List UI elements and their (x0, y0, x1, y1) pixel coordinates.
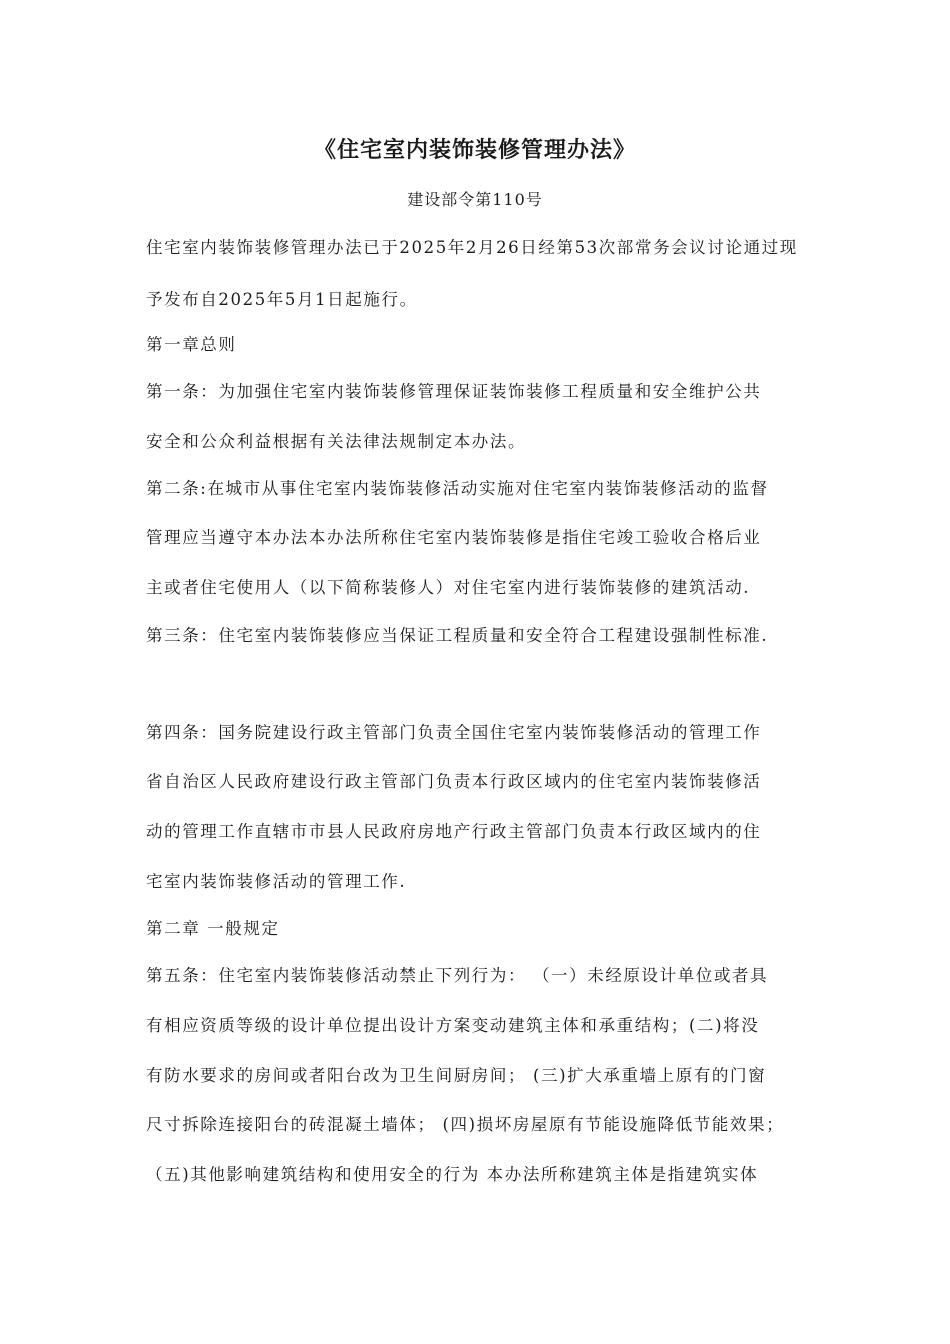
document-subtitle: 建设部令第110号 (407, 190, 543, 209)
text-line: 宅室内装饰装修活动的管理工作. (146, 872, 407, 891)
text-line: 第四条：国务院建设行政主管部门负责全国住宅室内装饰装修活动的管理工作 (146, 723, 762, 742)
text-line: 有防水要求的房间或者阳台改为卫生间厨房间； (三)扩大承重墙上原有的门窗 (146, 1066, 767, 1085)
text-line: 尺寸拆除连接阳台的砖混凝土墙体； (四)损坏房屋原有节能设施降低节能效果； (146, 1115, 785, 1134)
text-line: 安全和公众利益根据有关法律法规制定本办法。 (146, 432, 527, 451)
text-line: 省自治区人民政府建设行政主管部门负责本行政区域内的住宅室内装饰装修活 (146, 772, 762, 791)
text-line: 有相应资质等级的设计单位提出设计方案变动建筑主体和承重结构；(二)将没 (146, 1016, 760, 1035)
text-line: 第二条:在城市从事住宅室内装饰装修活动实施对住宅室内装饰装修活动的监督 (146, 479, 769, 498)
text-line: 动的管理工作直辖市市县人民政府房地产行政主管部门负责本行政区域内的住 (146, 822, 762, 841)
text-line: 管理应当遵守本办法本办法所称住宅室内装饰装修是指住宅竣工验收合格后业 (146, 528, 762, 547)
text-line: 第一条：为加强住宅室内装饰装修管理保证装饰装修工程质量和安全维护公共 (146, 382, 762, 401)
text-line: 第三条：住宅室内装饰装修应当保证工程质量和安全符合工程建设强制性标准. (146, 626, 769, 645)
text-line: 第一章总则 (146, 335, 237, 354)
text-line: 第五条：住宅室内装饰装修活动禁止下列行为： （一）未经原设计单位或者具 (146, 966, 769, 985)
text-line: 主或者住宅使用人（以下简称装修人）对住宅室内进行装饰装修的建筑活动. (146, 578, 751, 597)
document-title: 《住宅室内装饰装修管理办法》 (313, 137, 636, 163)
text-line: 第二章 一般规定 (146, 919, 280, 938)
text-line: 住宅室内装饰装修管理办法已于2025年2月26日经第53次部常务会议讨论通过现 (146, 238, 798, 257)
text-line: （五)其他影响建筑结构和使用安全的行为 本办法所称建筑主体是指建筑实体 (146, 1165, 759, 1184)
text-line: 予发布自2025年5月1日起施行。 (146, 290, 418, 309)
